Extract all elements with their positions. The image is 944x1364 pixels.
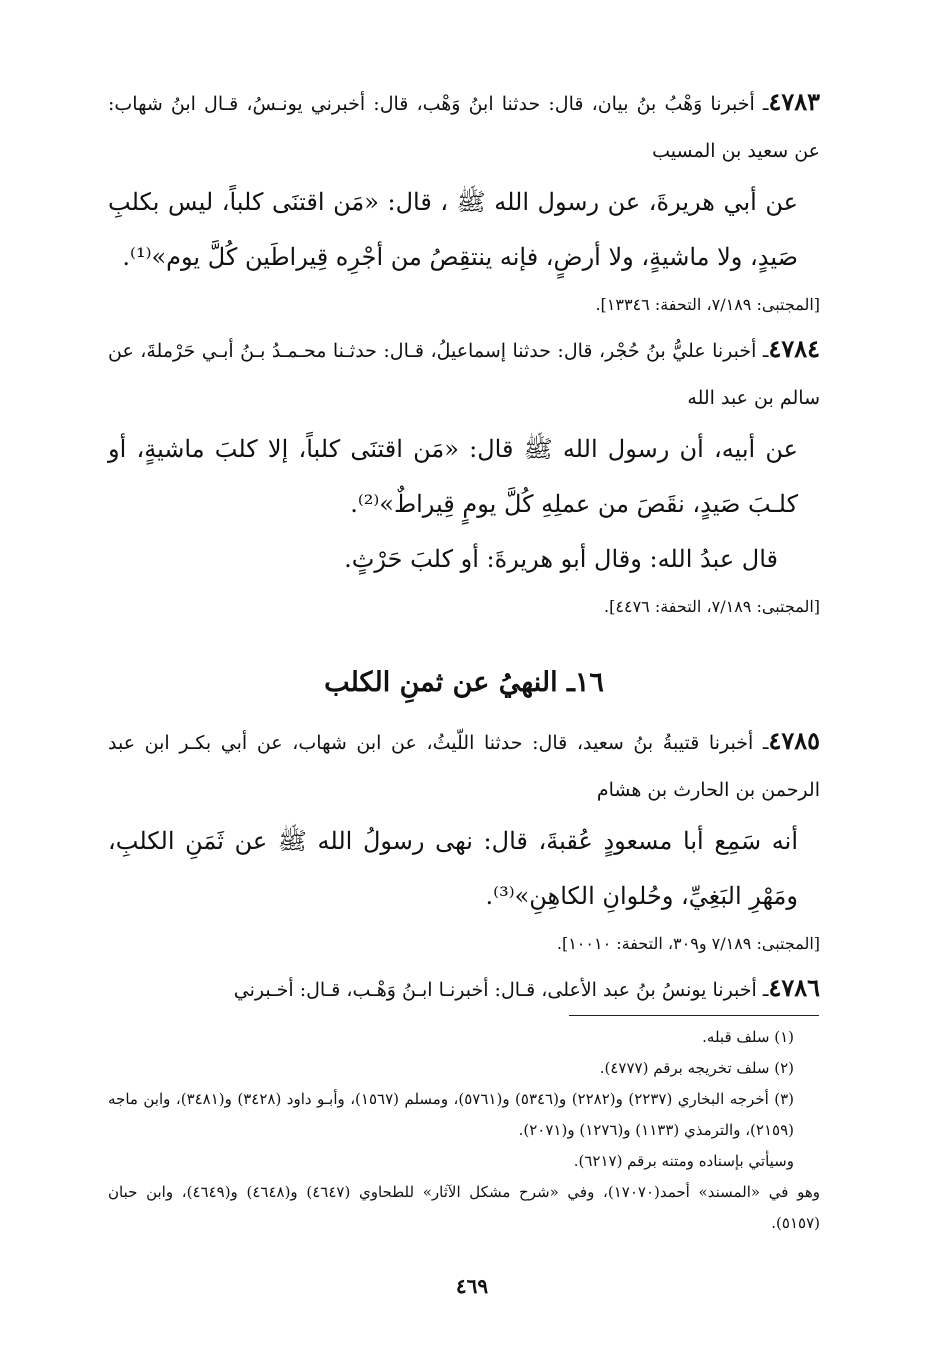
footnote: وهو في «المسند» أحمد(١٧٠٧٠)، وفي «شرح مشكل الآثار» للطحاوي (٤٦٤٧) و(٤٦٤٨) و(٤٦٤٩)، وابن حبان (٥١٥٧). [108, 1183, 821, 1232]
isnad-text: ـ أخبرنا عليُّ بنُ حُجْر، قال: حدثنا إسماعيلُ، قـال: حدثـنا محـمـدُ بـنُ أبـي حَرْملةَ، عن سالم بن عبد الله [108, 340, 820, 409]
footnote: وسيأتي بإسناده ومتنه برقم (٦٢١٧). [573, 1152, 794, 1170]
footnote: (٢) سلف تخريجه برقم (٤٧٧٧). [599, 1059, 794, 1077]
isnad [108, 964, 820, 1014]
matn: عن أبيه، أن رسول الله ﷺ قال: «مَن اقتنَى كلباً، إلا كلبَ ماشيةٍ، أو كلـبَ صَيدٍ، نقَصَ من عملِهِ كُلَّ يومٍ قِيراطٌ»⁽²⁾. [108, 435, 798, 518]
matn: أنه سَمِع أبا مسعودٍ عُقبةَ، قال: نهى رسولُ الله ﷺ عن ثَمَنِ الكلبِ، ومَهْرِ البَغِيِّ، وحُلوانِ الكاهِنِ»⁽³⁾. [108, 827, 798, 910]
hadith-entry-4783 [108, 78, 820, 325]
isnad-text: ـ أخبرنا وَهْبُ بنُ بيان، قال: حدثنا ابنُ وَهْب، قال: أخبرني يونـسُ، قـال ابنُ شهاب: عن سعيد بن المسيب [108, 93, 820, 162]
footnote: (١) سلف قبله. [702, 1028, 794, 1046]
hadith-entry-4785 [108, 717, 820, 964]
section-heading: ١٦ـ النهيُ عن ثمنِ الكلب [324, 667, 604, 698]
hadith-number: ٤٧٨٦ [768, 973, 820, 1002]
isnad [108, 78, 820, 175]
isnad-text: ـ أخبرنا يونسُ بنُ عبد الأعلى، قـال: أخبرنـا ابـنُ وَهْـب، قـال: أخـبرني [233, 979, 769, 1001]
footnote-separator [569, 1015, 819, 1016]
page-body [108, 78, 820, 1014]
isnad-text: ـ أخبرنا قتيبةُ بنُ سعيد، قال: حدثنا اللّيثُ، عن ابن شهاب، عن أبي بكـر ابن عبد الرحمن بن الحارث بن هشام [108, 732, 820, 801]
footnote: (٣) أخرجه البخاري (٢٢٣٧) و(٢٢٨٢) و(٥٣٤٦) و(٥٧٦١)، ومسلم (١٥٦٧)، وأبـو داود (٣٤٢٨) و(٣٤٨١)، وابن ماجه (٢١٥٩)، والترمذي (١١٣٣) و(١٢٧٦) و(٢٠٧١). [108, 1090, 794, 1139]
footnotes [108, 1022, 820, 1239]
isnad [108, 717, 820, 814]
reference: [المجتبى: ٧/١٨٩ و٣٠٩، التحفة: ١٠٠١٠]. [556, 934, 820, 953]
reference: [المجتبى: ٧/١٨٩، التحفة: ٤٤٧٦]. [604, 597, 820, 616]
hadith-entry-4784 [108, 325, 820, 627]
hadith-entry-4786 [108, 964, 820, 1014]
isnad [108, 325, 820, 422]
matn-addendum: قال عبدُ الله: وقال أبو هريرةَ: أو كلبَ حَرْثٍ. [344, 545, 778, 573]
hadith-number: ٤٧٨٥ [768, 726, 820, 755]
page-number: ٤٦٩ [455, 1274, 489, 1298]
hadith-number: ٤٧٨٣ [768, 87, 820, 116]
hadith-number: ٤٧٨٤ [768, 334, 820, 363]
reference: [المجتبى: ٧/١٨٩، التحفة: ١٣٣٤٦]. [595, 295, 820, 314]
matn: عن أبي هريرةَ، عن رسول الله ﷺ ، قال: «مَن اقتنَى كلباً، ليس بكلبِ صَيدٍ، ولا ماشيةٍ، ولا أرضٍ، فإنه ينتقِصُ من أجْرِه قِيراطَين كُلَّ يوم»⁽¹⁾. [108, 188, 798, 271]
